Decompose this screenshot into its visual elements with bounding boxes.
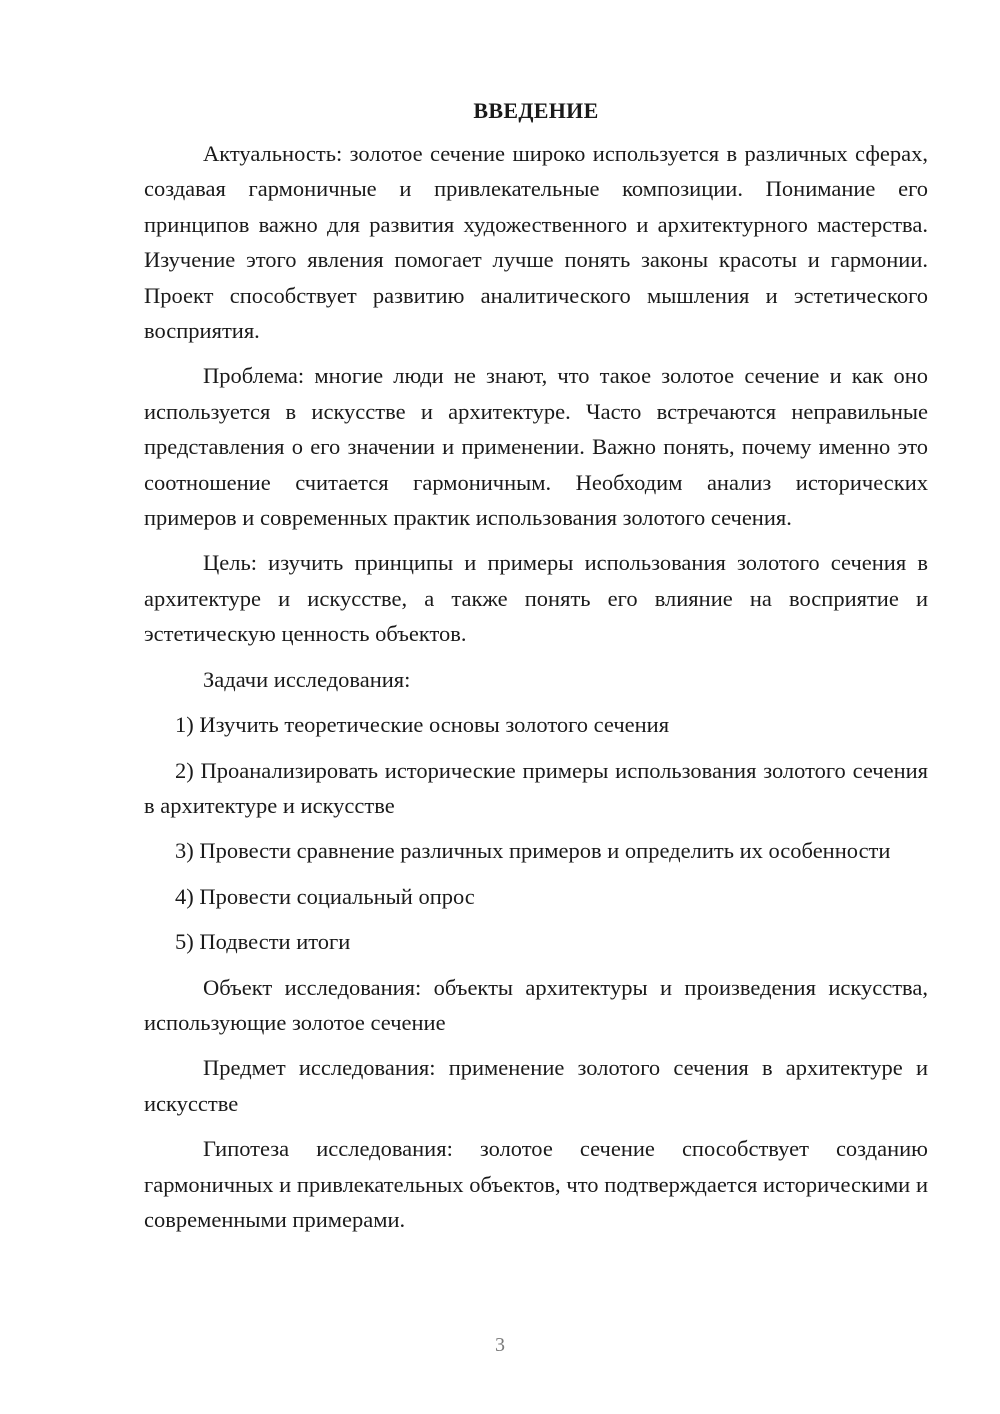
paragraph-problem: Проблема: многие люди не знают, что такое золотое сечение и как оно используется в искусстве и архитектуре. Часто встречаются неправильные представления о его значении и применении. Важно понять, почему именно это соотношение считается гармоничным. Необходим анализ исторических примеров и современных практик использования золотого сечения. <box>144 363 928 531</box>
page-title: ВВЕДЕНИЕ <box>473 98 599 123</box>
paragraph-goal: Цель: изучить принципы и примеры использования золотого сечения в архитектуре и искусстве, а также понять его влияние на восприятие и эстетическую ценность объектов. <box>144 550 928 647</box>
task-item-1: 1) Изучить теоретические основы золотого сечения <box>175 712 670 738</box>
task-item-3: 3) Провести сравнение различных примеров и определить их особенности <box>175 838 891 864</box>
paragraph-tasks-heading: Задачи исследования: <box>203 666 411 692</box>
task-item-4: 4) Провести социальный опрос <box>175 883 475 909</box>
paragraph-relevance: Актуальность: золотое сечение широко используется в различных сферах, создавая гармоничные и привлекательные композиции. Понимание его принципов важно для развития художественного и архитектурного мастерства. Изучение этого явления помогает лучше понять законы красоты и гармонии. Проект способствует развитию аналитического мышления и эстетического восприятия. <box>144 141 928 344</box>
page-body <box>144 94 928 1247</box>
paragraph-hypothesis: Гипотеза исследования: золотое сечение способствует созданию гармоничных и привлекательных объектов, что подтверждается историческими и современными примерами. <box>144 1136 928 1232</box>
task-item-2: 2) Проанализировать исторические примеры использования золотого сечения в архитектуре и искусстве <box>144 757 928 818</box>
page-number: 3 <box>495 1334 505 1356</box>
paragraph-subject: Предмет исследования: применение золотого сечения в архитектуре и искусстве <box>144 1055 928 1116</box>
task-item-5: 5) Подвести итоги <box>175 929 351 955</box>
paragraph-object: Объект исследования: объекты архитектуры и произведения искусства, использующие золотое сечение <box>144 974 928 1035</box>
